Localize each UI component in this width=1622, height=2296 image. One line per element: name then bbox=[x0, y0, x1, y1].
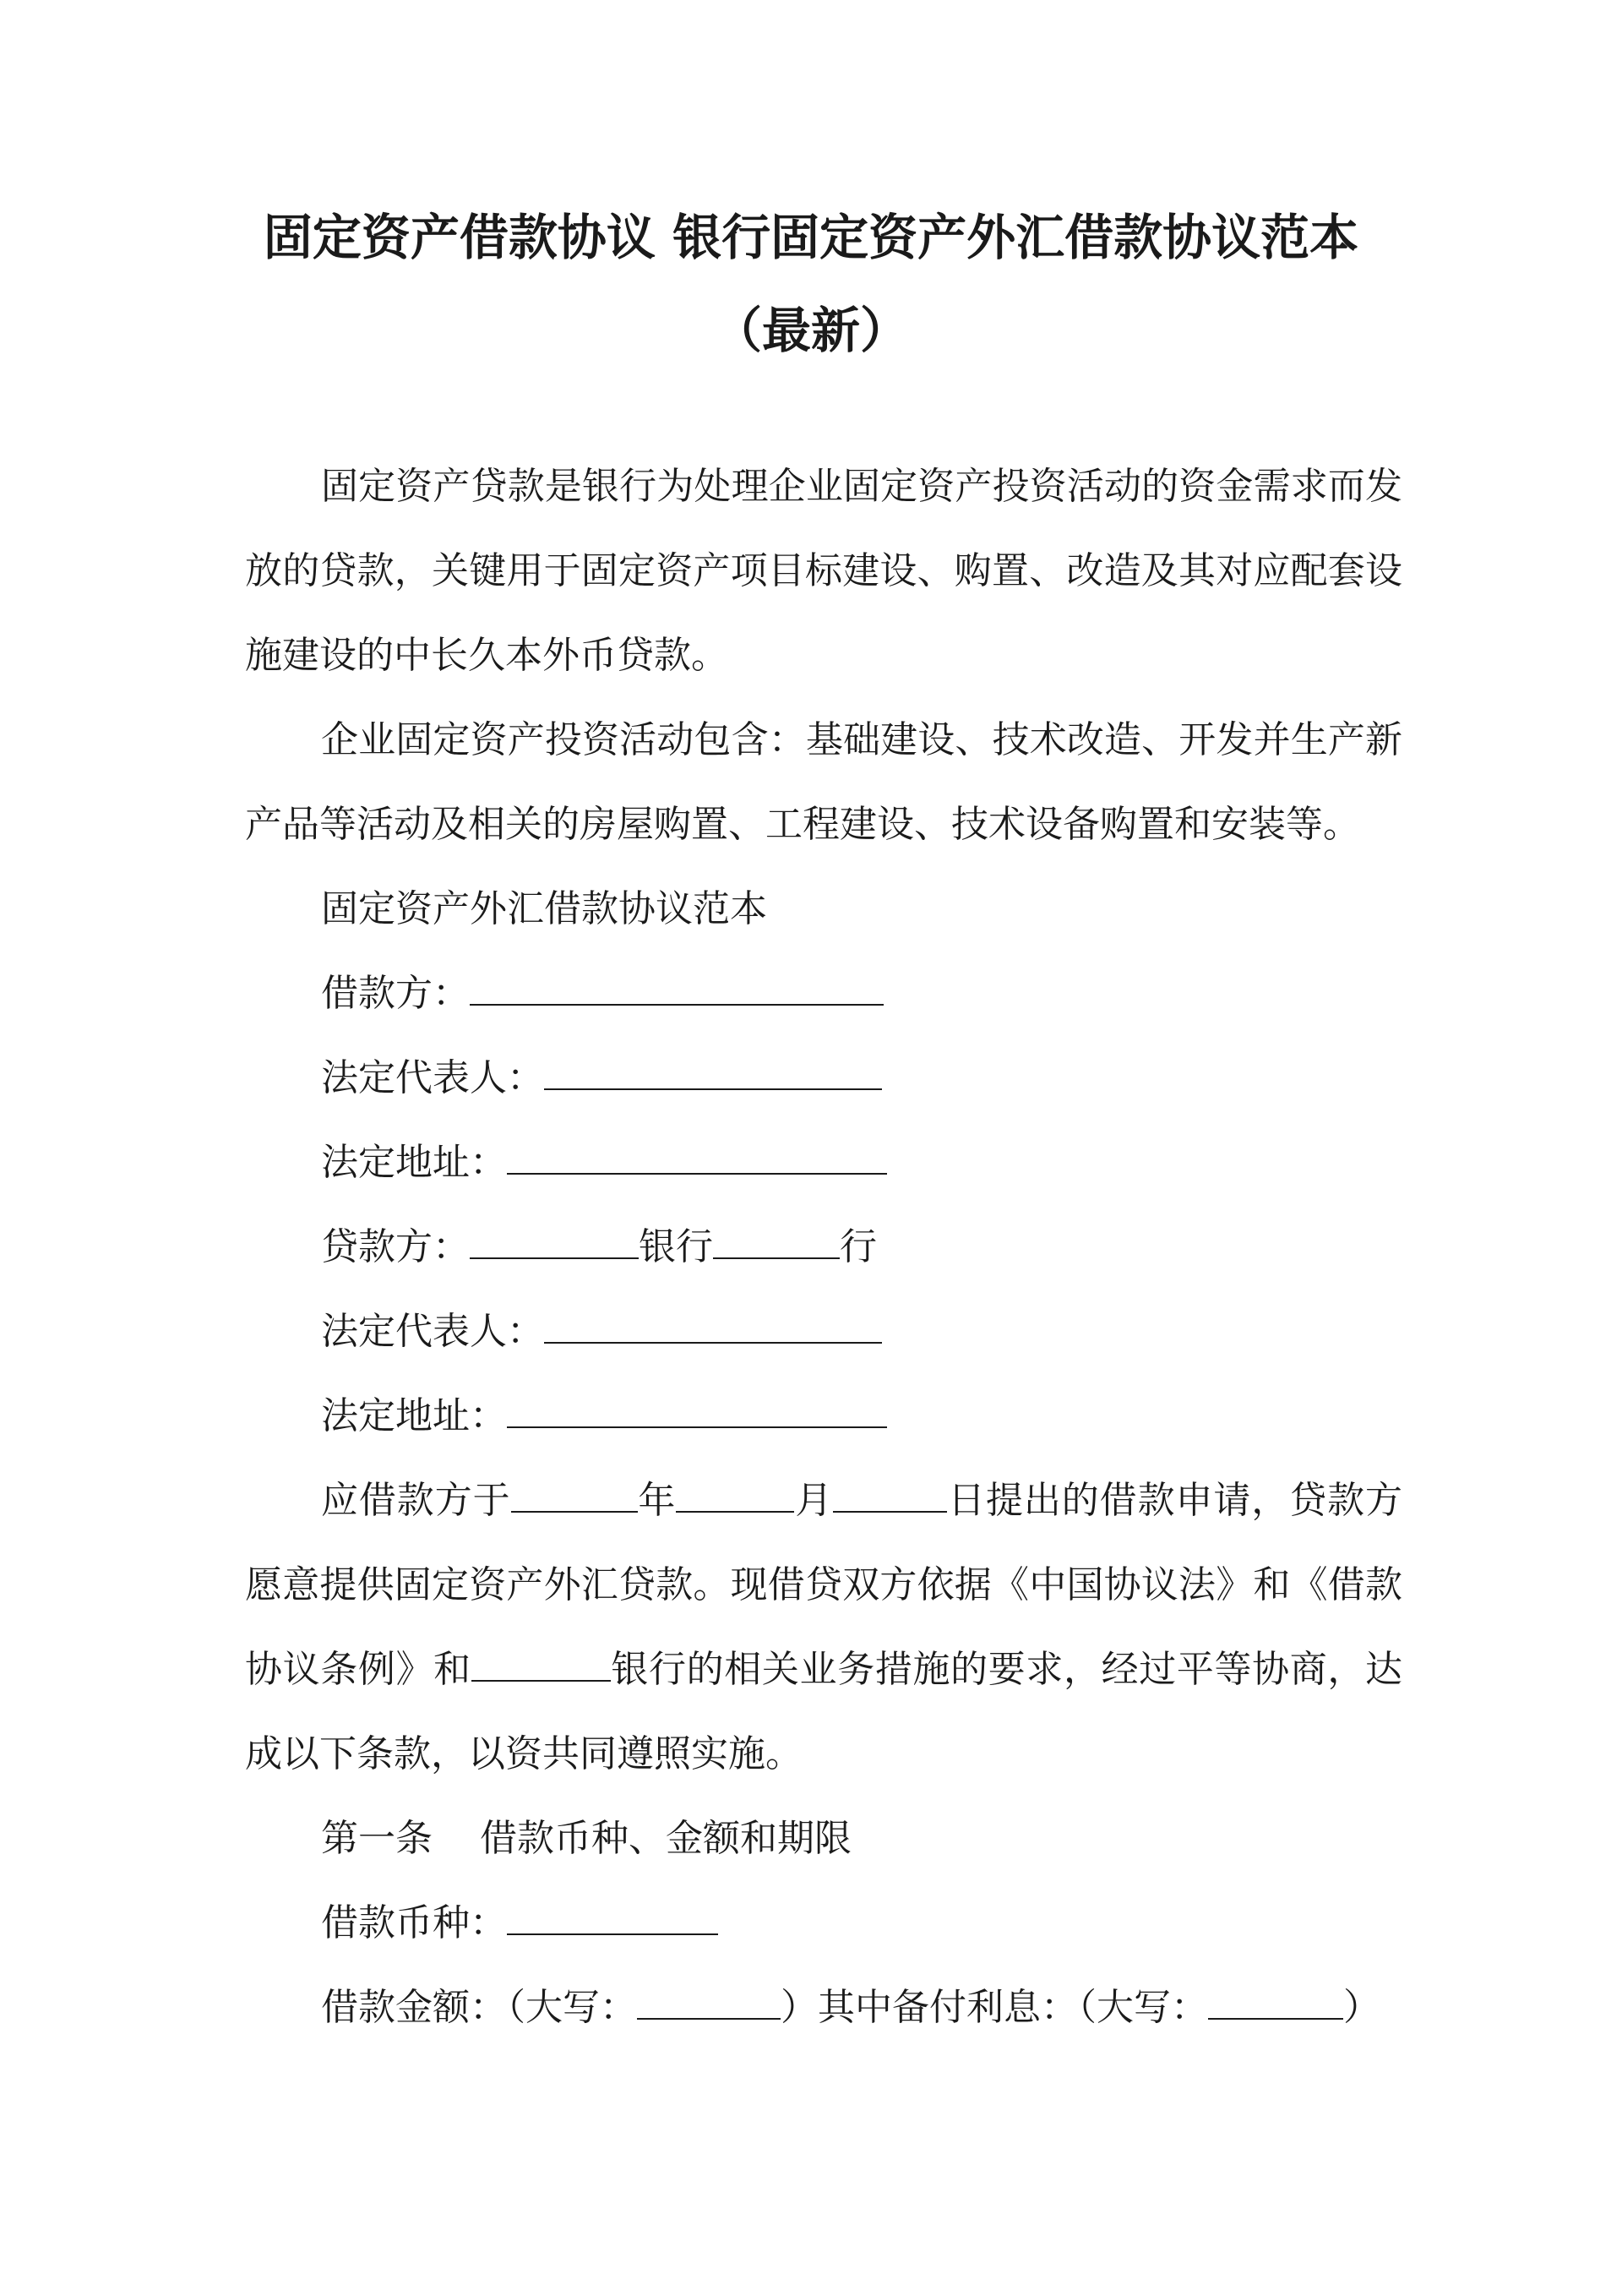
borrower-address-label: 法定地址： bbox=[321, 1141, 507, 1184]
document-title: 固定资产借款协议 银行固定资产外汇借款协议范本 bbox=[263, 209, 1359, 266]
month-label: 月 bbox=[794, 1479, 834, 1522]
year-blank[interactable] bbox=[511, 1481, 638, 1513]
lender-bank-blank[interactable] bbox=[470, 1227, 639, 1259]
interest-blank[interactable] bbox=[1208, 1988, 1343, 2020]
lender-address-label: 法定地址： bbox=[321, 1394, 507, 1437]
paragraph-intro: 固定资产贷款是银行为处理企业固定资产投资活动的资金需求而发放的贷款，关键用于固定资产项目标建设、购置、改造及其对应配套设施建设的中长久本外币贷款。 bbox=[245, 465, 1402, 677]
year-label: 年 bbox=[637, 1479, 677, 1522]
lender-representative-blank[interactable] bbox=[544, 1312, 882, 1344]
article-1-heading: 第一条 借款币种、金额和期限 bbox=[321, 1817, 852, 1860]
currency-blank[interactable] bbox=[507, 1903, 718, 1935]
lender-branch-label: 行 bbox=[840, 1225, 877, 1268]
borrower-label: 借款方： bbox=[321, 972, 470, 1015]
borrower-field bbox=[245, 952, 1402, 1036]
borrower-representative-label: 法定代表人： bbox=[321, 1056, 544, 1099]
section-heading: 固定资产外汇借款协议范本 bbox=[321, 887, 767, 930]
application-suffix: 银行的相关业务措施的要求，经过平等协商，达成以下条款，以资共同遵照实施。 bbox=[245, 1648, 1403, 1775]
paragraph-application bbox=[245, 1459, 1402, 1797]
paragraph-activities: 企业固定资产投资活动包含：基础建设、技术改造、开发并生产新产品等活动及相关的房屋购置、工程建设、技术设备购置和安装等。 bbox=[245, 718, 1402, 846]
application-prefix: 应借款方于 bbox=[321, 1479, 511, 1522]
document-title-suffix: （最新） bbox=[712, 302, 909, 359]
lender-representative-label: 法定代表人： bbox=[321, 1310, 544, 1353]
amount-field bbox=[245, 1966, 1402, 2050]
lender-field bbox=[245, 1205, 1402, 1290]
borrower-representative-blank[interactable] bbox=[544, 1058, 882, 1090]
lender-label: 贷款方： bbox=[321, 1225, 470, 1268]
application-body: 日提出的借款申请，贷款方愿意提供固定资产外汇贷款。现借贷双方依据《中国协议法》和《借款协议条例》和 bbox=[245, 1479, 1403, 1691]
borrower-address-field bbox=[245, 1121, 1402, 1205]
borrower-blank[interactable] bbox=[470, 973, 884, 1006]
lender-address-blank[interactable] bbox=[507, 1396, 887, 1428]
lender-address-field bbox=[245, 1374, 1402, 1459]
bank-name-blank[interactable] bbox=[471, 1650, 611, 1682]
day-blank[interactable] bbox=[833, 1481, 947, 1513]
currency-label: 借款币种： bbox=[321, 1901, 507, 1944]
borrower-address-blank[interactable] bbox=[507, 1143, 887, 1175]
lender-bank-label: 银行 bbox=[639, 1225, 713, 1268]
amount-label: 借款金额：（大写： bbox=[321, 1986, 637, 2029]
month-blank[interactable] bbox=[676, 1481, 794, 1513]
document-body bbox=[245, 444, 1402, 2050]
lender-representative-field bbox=[245, 1290, 1402, 1374]
amount-close: ） bbox=[1343, 1986, 1380, 2029]
interest-label: ）其中备付利息：（大写： bbox=[781, 1986, 1208, 2029]
lender-branch-blank[interactable] bbox=[713, 1227, 840, 1259]
currency-field bbox=[245, 1881, 1402, 1966]
amount-blank[interactable] bbox=[637, 1988, 781, 2020]
borrower-representative-field bbox=[245, 1036, 1402, 1121]
